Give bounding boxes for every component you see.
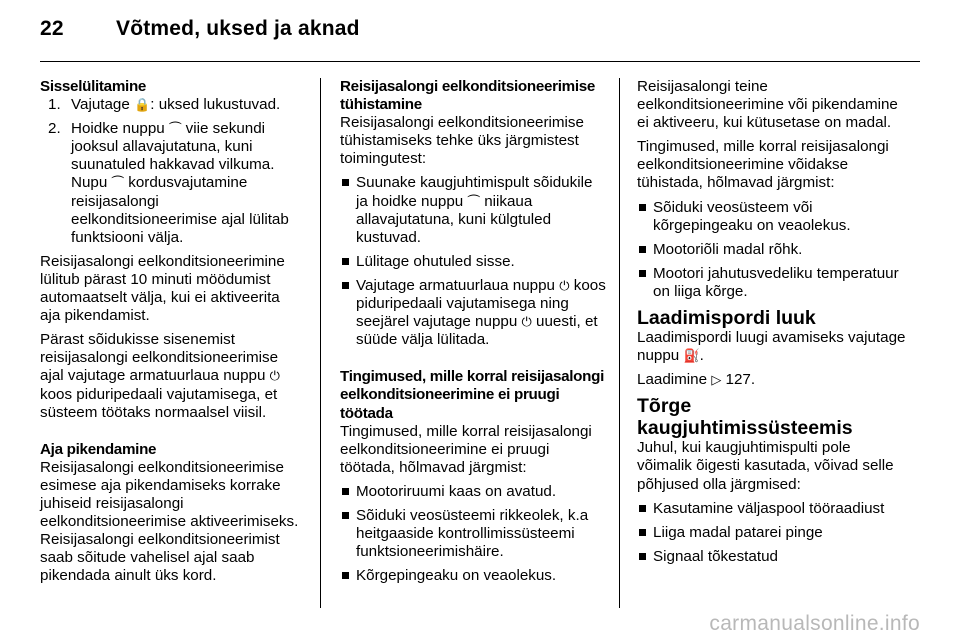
bullet-square-icon — [639, 553, 646, 560]
list-item: Liiga madal patarei pinge — [637, 524, 907, 542]
column-divider-1 — [320, 78, 321, 608]
heading-remote-fault: Tõrge kaugjuhtimissüsteemis — [637, 395, 853, 440]
list-item: Sõiduki veosüsteem või kõrgepingeaku on veaolekus. — [637, 199, 907, 235]
cross-reference[interactable]: Laadimine ▷ 127. — [637, 371, 756, 389]
paragraph: Reisijasalongi eelkonditsioneerimise tühistamiseks tehke üks järgmistest toimingutest: — [340, 114, 584, 168]
list-item: Kõrgepingeaku on veaolekus. — [340, 567, 608, 585]
bullet-square-icon — [639, 246, 646, 253]
paragraph: Juhul, kui kaugjuhtimispulti pole võimalik õigesti kasutada, võivad selle põhjused olla järgmised: — [637, 439, 894, 493]
remote-start-icon: ⏜ — [168, 121, 182, 137]
page-title: Võtmed, uksed ja aknad — [116, 17, 360, 40]
heading-cancel: Reisijasalongi eelkonditsioneerimise tühistamine — [340, 78, 596, 114]
bullet-square-icon — [639, 270, 646, 277]
paragraph: Reisijasalongi eelkonditsioneerimise esimese aja pikendamiseks korrake juhiseid reisijasalongi eelkonditsioneerimise aktiveerimiseks. Reisijasalongi eelkonditsioneerimist saab sõitude vahelisel ajal saab pikendada ainult üks kord. — [40, 458, 299, 585]
column-1 — [40, 78, 302, 591]
header-rule — [40, 61, 920, 62]
bullet-square-icon — [342, 282, 349, 289]
list-item: Signaal tõkestatud — [637, 548, 907, 566]
bullet-square-icon — [342, 179, 349, 186]
page-ref-arrow-icon: ▷ — [711, 372, 722, 388]
bullet-square-icon — [639, 505, 646, 512]
power-icon: ⏻ — [559, 277, 570, 293]
bullet-square-icon — [342, 512, 349, 519]
step-2: 2. Hoidke nuppu ⏜ viie sekundi jooksul allavajutatuna, kuni suunatuled hakkavad vilkuma. Nupu ⏜ kordusvajutamine reisijasalongi eelkonditsioneerimise ajal lülitab funktsiooni välja. — [48, 120, 289, 246]
list-item: Kasutamine väljaspool tööraadiust — [637, 500, 907, 518]
list-item: Suunake kaugjuhtimispult sõidukile ja hoidke nuppu ⏜ niikaua allavajutatuna, kuni külgtuled kustuvad. — [340, 174, 608, 246]
remote-start-icon: ⏜ — [111, 175, 125, 191]
charge-port-icon: ⛽ — [683, 348, 700, 364]
list-item: Vajutage armatuurlaua nuppu ⏻ koos piduripedaali vajutamisega ning seejärel vajutage nuppu ⏻ uuesti, et süüde välja lülitada. — [340, 277, 608, 349]
lock-icon: 🔒 — [134, 97, 151, 113]
watermark: carmanualsonline.info — [709, 612, 920, 635]
bullet-square-icon — [342, 572, 349, 579]
paragraph: Pärast sõidukisse sisenemist reisijasalongi eelkonditsioneerimise ajal vajutage armatuurlaua nuppu ⏻ koos piduripedaali vajutamisega, et süsteem töötaks normaalsel viisil. — [40, 331, 280, 421]
bullet-square-icon — [342, 258, 349, 265]
list-item: Sõiduki veosüsteemi rikkeolek, k.a heitgaaside kontrollimissüsteemi funktsioneerimishäire. — [340, 507, 608, 561]
page-number: 22 — [40, 17, 64, 40]
paragraph: Tingimused, mille korral reisijasalongi eelkonditsioneerimine võidakse tühistada, hõlmavad järgmist: — [637, 138, 889, 192]
paragraph: Reisijasalongi teine eelkonditsioneerimine või pikendamine ei aktiveeru, kui kütusetase on madal. — [637, 78, 898, 132]
bullet-square-icon — [639, 529, 646, 536]
heading-activation: Sisselülitamine — [40, 78, 147, 95]
list-item: Mootoriõli madal rõhk. — [637, 241, 907, 259]
heading-time-extension: Aja pikendamine — [40, 440, 157, 458]
power-icon: ⏻ — [269, 368, 280, 384]
column-2 — [340, 78, 608, 591]
heading-conditions-not-working: Tingimused, mille korral reisijasalongi eelkonditsioneerimine ei pruugi töötada — [340, 368, 605, 422]
list-item: Mootori jahutusvedeliku temperatuur on liiga kõrge. — [637, 265, 907, 301]
power-icon: ⏻ — [521, 314, 532, 330]
bullet-square-icon — [342, 488, 349, 495]
bullet-square-icon — [639, 204, 646, 211]
column-divider-2 — [619, 78, 620, 608]
paragraph: Tingimused, mille korral reisijasalongi eelkonditsioneerimine ei pruugi töötada, hõlmavad järgmist: — [340, 422, 592, 476]
list-item: Lülitage ohutuled sisse. — [340, 253, 608, 271]
remote-start-icon: ⏜ — [467, 193, 480, 209]
step-1: 1. Vajutage 🔒: uksed lukustuvad. — [48, 96, 281, 114]
page-header — [40, 17, 920, 41]
heading-charge-port-door: Laadimispordi luuk — [637, 307, 816, 330]
list-item: Mootoriruumi kaas on avatud. — [340, 483, 608, 501]
paragraph: Laadimispordi luugi avamiseks vajutage nuppu ⛽. — [637, 329, 906, 365]
column-3 — [637, 78, 907, 572]
paragraph: Reisijasalongi eelkonditsioneerimine lülitub pärast 10 minuti möödumist automaatselt välja, kui ei aktiveerita aja pikendamist. — [40, 252, 285, 325]
